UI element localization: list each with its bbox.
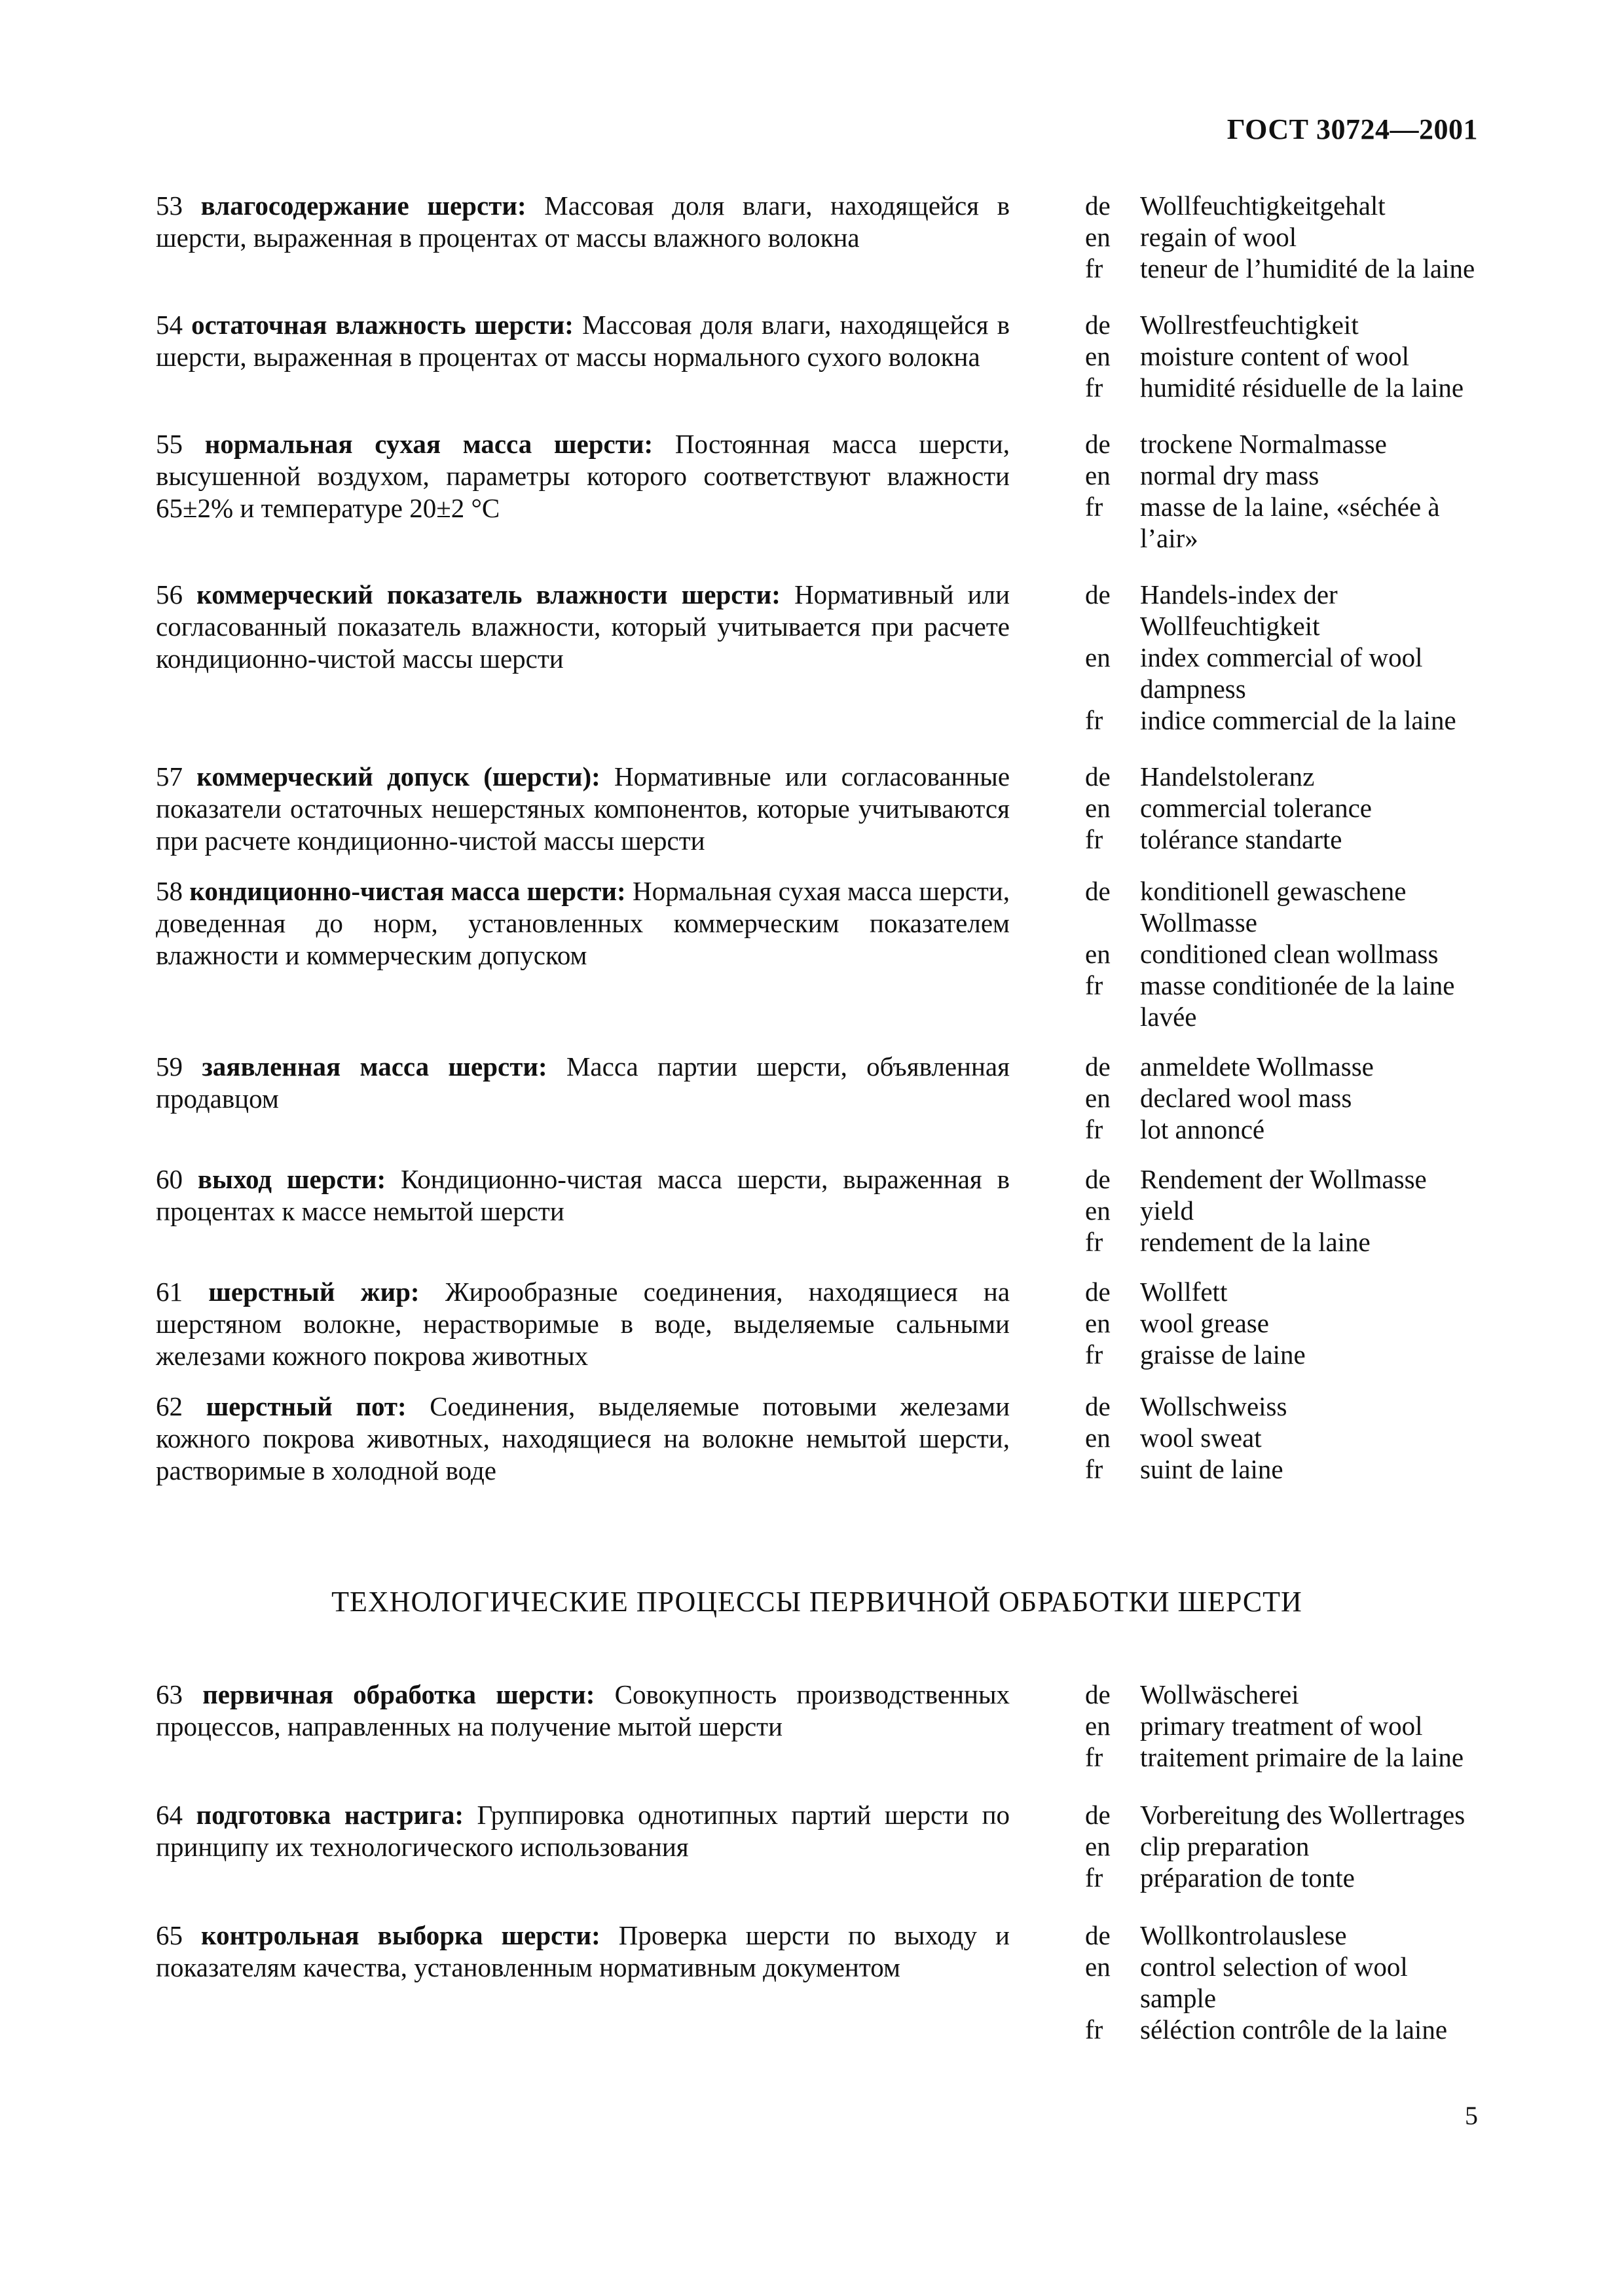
term-number: 65 xyxy=(156,1920,183,1950)
equivalent-fr xyxy=(1085,1862,1478,1893)
term-definition-block xyxy=(156,428,1010,554)
language-code: en xyxy=(1085,1831,1111,1861)
equivalent-fr xyxy=(1085,1741,1478,1773)
term-definition: Проверка шерсти по выходу и показателям качества, установленным нормативным документом xyxy=(156,1920,1010,1982)
term-definition: Массовая доля влаги, находящейся в шерсти, выраженная в процентах от массы нормального сухого волокна xyxy=(156,310,1010,372)
equivalent-term: wool grease xyxy=(1140,1308,1269,1338)
equivalent-term: graisse de laine xyxy=(1140,1339,1306,1370)
equivalent-term: Handelstoleranz xyxy=(1140,761,1315,792)
language-code: fr xyxy=(1085,253,1103,283)
equivalent-en xyxy=(1085,1710,1478,1741)
term-entry-60 xyxy=(156,1163,1478,1258)
term-entry-63 xyxy=(156,1679,1478,1773)
equivalent-term: wool sweat xyxy=(1140,1423,1262,1453)
term-definition: Кондиционно-чистая масса шерсти, выраженная в процентах к массе немытой шерсти xyxy=(156,1164,1010,1226)
language-code: en xyxy=(1085,1711,1111,1741)
equivalent-de xyxy=(1085,761,1478,792)
term-definition: Совокупность производственных процессов, направленных на получение мытой шерсти xyxy=(156,1679,1010,1741)
page-number: 5 xyxy=(1465,2101,1478,2130)
language-code: fr xyxy=(1085,1742,1103,1772)
term-entry-61 xyxy=(156,1276,1478,1372)
equivalent-term: tolérance standarte xyxy=(1140,824,1342,854)
equivalent-term: préparation de tonte xyxy=(1140,1863,1355,1893)
term-entry-55 xyxy=(156,428,1478,554)
language-code: de xyxy=(1085,579,1111,610)
term-equivalents xyxy=(1085,1799,1478,1893)
term-name: остаточная влажность шерсти: xyxy=(191,310,574,340)
term-definition-block xyxy=(156,1163,1010,1258)
language-code: fr xyxy=(1085,492,1103,522)
term-name: шерстный пот: xyxy=(206,1391,407,1421)
equivalent-en xyxy=(1085,1082,1478,1114)
language-code: en xyxy=(1085,222,1111,252)
language-code: fr xyxy=(1085,2014,1103,2045)
term-number: 54 xyxy=(156,310,183,340)
term-entry-56 xyxy=(156,579,1478,736)
equivalent-de xyxy=(1085,1163,1478,1195)
terms-content xyxy=(156,190,1478,2045)
term-definition: Нормальная сухая масса шерсти, доведенная до норм, установленных коммерческим показателем влажности и коммерческим допуском xyxy=(156,876,1010,970)
language-code: en xyxy=(1085,793,1111,823)
equivalent-fr xyxy=(1085,2014,1478,2045)
term-definition: Нормативный или согласованный показатель влажности, который учитывается при расчете кондиционно-чистой массы шерсти xyxy=(156,579,1010,674)
equivalent-term: Wollwäscherei xyxy=(1140,1679,1299,1709)
language-code: de xyxy=(1085,1277,1111,1307)
term-definition-block xyxy=(156,309,1010,403)
equivalent-term: clip preparation xyxy=(1140,1831,1310,1861)
language-code: de xyxy=(1085,876,1111,906)
language-code: de xyxy=(1085,310,1111,340)
term-name: нормальная сухая масса шерсти: xyxy=(204,429,654,459)
term-name: выход шерсти: xyxy=(197,1164,386,1194)
language-code: en xyxy=(1085,1195,1111,1226)
language-code: de xyxy=(1085,191,1111,221)
term-name: коммерческий допуск (шерсти): xyxy=(196,761,600,792)
term-number: 59 xyxy=(156,1051,183,1082)
equivalent-term: konditionell gewaschene Wollmasse xyxy=(1140,876,1407,938)
term-definition-block xyxy=(156,1391,1010,1487)
term-number: 56 xyxy=(156,579,183,610)
equivalent-term: traitement primaire de la laine xyxy=(1140,1742,1464,1772)
equivalent-fr xyxy=(1085,1114,1478,1145)
term-definition-block xyxy=(156,1276,1010,1372)
term-number: 61 xyxy=(156,1277,183,1307)
term-equivalents xyxy=(1085,1051,1478,1145)
term-definition: Массовая доля влаги, находящейся в шерсти, выраженная в процентах от массы влажного волокна xyxy=(156,191,1010,253)
equivalent-de xyxy=(1085,579,1478,642)
equivalent-term: trockene Normalmasse xyxy=(1140,429,1387,459)
term-entry-65 xyxy=(156,1920,1478,2045)
equivalent-en xyxy=(1085,221,1478,253)
term-equivalents xyxy=(1085,309,1478,403)
equivalent-term: primary treatment of wool xyxy=(1140,1711,1423,1741)
language-code: en xyxy=(1085,341,1111,371)
term-definition-block xyxy=(156,1679,1010,1773)
language-code: fr xyxy=(1085,705,1103,735)
equivalent-fr xyxy=(1085,1226,1478,1258)
language-code: fr xyxy=(1085,970,1103,1000)
equivalent-en xyxy=(1085,1951,1478,2014)
equivalent-term: suint de laine xyxy=(1140,1454,1283,1484)
language-code: de xyxy=(1085,1051,1111,1082)
equivalent-term: conditioned clean wollmass xyxy=(1140,939,1439,969)
equivalent-term: Rendement der Wollmasse xyxy=(1140,1164,1427,1194)
equivalent-de xyxy=(1085,428,1478,460)
term-name: кондиционно-чистая масса шерсти: xyxy=(189,876,626,906)
term-entry-59 xyxy=(156,1051,1478,1145)
equivalent-de xyxy=(1085,1051,1478,1082)
equivalent-term: moisture content of wool xyxy=(1140,341,1410,371)
term-name: шерстный жир: xyxy=(208,1277,420,1307)
term-entry-53 xyxy=(156,190,1478,284)
equivalent-de xyxy=(1085,875,1478,938)
equivalent-en xyxy=(1085,1195,1478,1226)
equivalent-term: yield xyxy=(1140,1195,1194,1226)
term-number: 60 xyxy=(156,1164,183,1194)
equivalent-de xyxy=(1085,1799,1478,1831)
equivalent-de xyxy=(1085,190,1478,221)
equivalent-term: masse de la laine, «séchée à l’air» xyxy=(1140,492,1440,553)
term-number: 58 xyxy=(156,876,183,906)
equivalent-term: Wollkontrolauslese xyxy=(1140,1920,1347,1950)
term-name: контрольная выборка шерсти: xyxy=(201,1920,600,1950)
term-entry-62 xyxy=(156,1391,1478,1487)
equivalent-term: teneur de l’humidité de la laine xyxy=(1140,253,1475,283)
equivalent-term: masse conditionée de la laine lavée xyxy=(1140,970,1455,1032)
term-definition: Масса партии шерсти, объявленная продавцом xyxy=(156,1051,1010,1114)
language-code: en xyxy=(1085,1952,1111,1982)
term-number: 62 xyxy=(156,1391,183,1421)
language-code: en xyxy=(1085,642,1111,672)
term-equivalents xyxy=(1085,761,1478,857)
term-entry-57 xyxy=(156,761,1478,857)
equivalent-term: lot annoncé xyxy=(1140,1114,1265,1144)
equivalent-de xyxy=(1085,1391,1478,1422)
language-code: de xyxy=(1085,1391,1111,1421)
term-number: 53 xyxy=(156,191,183,221)
language-code: fr xyxy=(1085,1227,1103,1257)
equivalent-fr xyxy=(1085,1453,1478,1485)
equivalent-term: rendement de la laine xyxy=(1140,1227,1371,1257)
terms-list-before xyxy=(156,190,1478,1487)
term-name: подготовка настрига: xyxy=(196,1800,464,1830)
equivalent-term: indice commercial de la laine xyxy=(1140,705,1456,735)
term-definition-block xyxy=(156,1051,1010,1145)
language-code: de xyxy=(1085,1920,1111,1950)
term-entry-54 xyxy=(156,309,1478,403)
term-definition-block xyxy=(156,190,1010,284)
equivalent-fr xyxy=(1085,491,1478,554)
term-equivalents xyxy=(1085,875,1478,1032)
equivalent-term: declared wool mass xyxy=(1140,1083,1352,1113)
language-code: en xyxy=(1085,1308,1111,1338)
term-number: 64 xyxy=(156,1800,183,1830)
equivalent-de xyxy=(1085,1920,1478,1951)
term-equivalents xyxy=(1085,190,1478,284)
language-code: fr xyxy=(1085,824,1103,854)
language-code: de xyxy=(1085,1164,1111,1194)
language-code: de xyxy=(1085,1679,1111,1709)
term-definition: Нормативные или согласованные показатели остаточных нешерстяных компонентов, которые учитываются при расчете кондиционно-чистой массы шерсти xyxy=(156,761,1010,856)
equivalent-fr xyxy=(1085,1339,1478,1370)
term-equivalents xyxy=(1085,1920,1478,2045)
term-definition: Соединения, выделяемые потовыми железами кожного покрова животных, находящиеся на волокне немытой шерсти, растворимые в холодной воде xyxy=(156,1391,1010,1485)
term-name: влагосодержание шерсти: xyxy=(200,191,526,221)
equivalent-de xyxy=(1085,309,1478,340)
terms-list-after xyxy=(156,1679,1478,2045)
equivalent-term: regain of wool xyxy=(1140,222,1297,252)
language-code: en xyxy=(1085,939,1111,969)
equivalent-term: séléction contrôle de la laine xyxy=(1140,2014,1448,2045)
term-definition-block xyxy=(156,1920,1010,2045)
language-code: en xyxy=(1085,1423,1111,1453)
equivalent-en xyxy=(1085,938,1478,970)
equivalent-en xyxy=(1085,1422,1478,1453)
term-number: 63 xyxy=(156,1679,183,1709)
term-definition-block xyxy=(156,579,1010,736)
language-code: de xyxy=(1085,1800,1111,1830)
term-definition: Жирообразные соединения, находящиеся на шерстяном волокне, нерастворимые в воде, выделяемые сальными железами кожного покрова животных xyxy=(156,1277,1010,1371)
equivalent-fr xyxy=(1085,970,1478,1032)
term-name: коммерческий показатель влажности шерсти: xyxy=(196,579,781,610)
language-code: en xyxy=(1085,460,1111,490)
language-code: en xyxy=(1085,1083,1111,1113)
language-code: de xyxy=(1085,429,1111,459)
section-title: ТЕХНОЛОГИЧЕСКИЕ ПРОЦЕССЫ ПЕРВИЧНОЙ ОБРАБОТКИ ШЕРСТИ xyxy=(331,1586,1302,1618)
term-number: 57 xyxy=(156,761,183,792)
equivalent-fr xyxy=(1085,253,1478,284)
equivalent-term: Wollfeuchtigkeitgehalt xyxy=(1140,191,1386,221)
term-name: заявленная масса шерсти: xyxy=(202,1051,547,1082)
equivalent-en xyxy=(1085,1307,1478,1339)
language-code: fr xyxy=(1085,1454,1103,1484)
equivalent-term: Handels-index der Wollfeuchtigkeit xyxy=(1140,579,1338,641)
term-entry-64 xyxy=(156,1799,1478,1893)
term-equivalents xyxy=(1085,1391,1478,1487)
term-equivalents xyxy=(1085,1679,1478,1773)
language-code: fr xyxy=(1085,373,1103,403)
equivalent-en xyxy=(1085,340,1478,372)
equivalent-en xyxy=(1085,792,1478,824)
term-definition: Постоянная масса шерсти, высушенной воздухом, параметры которого соответствуют влажности 65±2% и температуре 20±2 °С xyxy=(156,429,1010,523)
equivalent-term: humidité résiduelle de la laine xyxy=(1140,373,1464,403)
equivalent-en xyxy=(1085,642,1478,704)
equivalent-en xyxy=(1085,460,1478,491)
term-number: 55 xyxy=(156,429,183,459)
equivalent-term: Wollfett xyxy=(1140,1277,1228,1307)
language-code: fr xyxy=(1085,1339,1103,1370)
term-equivalents xyxy=(1085,579,1478,736)
term-entry-58 xyxy=(156,875,1478,1032)
equivalent-term: normal dry mass xyxy=(1140,460,1319,490)
term-definition-block xyxy=(156,1799,1010,1893)
equivalent-term: commercial tolerance xyxy=(1140,793,1372,823)
equivalent-en xyxy=(1085,1831,1478,1862)
equivalent-term: anmeldete Wollmasse xyxy=(1140,1051,1374,1082)
term-equivalents xyxy=(1085,1163,1478,1258)
term-definition-block xyxy=(156,875,1010,1032)
equivalent-term: Vorbereitung des Wollertrages xyxy=(1140,1800,1465,1830)
equivalent-term: control selection of wool sample xyxy=(1140,1952,1408,2013)
term-equivalents xyxy=(1085,428,1478,554)
equivalent-fr xyxy=(1085,372,1478,403)
equivalent-fr xyxy=(1085,824,1478,855)
equivalent-term: Wollschweiss xyxy=(1140,1391,1287,1421)
language-code: de xyxy=(1085,761,1111,792)
language-code: fr xyxy=(1085,1114,1103,1144)
equivalent-de xyxy=(1085,1276,1478,1307)
term-definition-block xyxy=(156,761,1010,857)
term-name: первичная обработка шерсти: xyxy=(202,1679,595,1709)
language-code: fr xyxy=(1085,1863,1103,1893)
equivalent-term: index commercial of wool dampness xyxy=(1140,642,1423,704)
term-equivalents xyxy=(1085,1276,1478,1372)
document-id: ГОСТ 30724—2001 xyxy=(1226,113,1478,145)
term-definition: Группировка однотипных партий шерсти по принципу их технологического использования xyxy=(156,1800,1010,1862)
equivalent-fr xyxy=(1085,704,1478,736)
equivalent-term: Wollrestfeuchtigkeit xyxy=(1140,310,1359,340)
equivalent-de xyxy=(1085,1679,1478,1710)
